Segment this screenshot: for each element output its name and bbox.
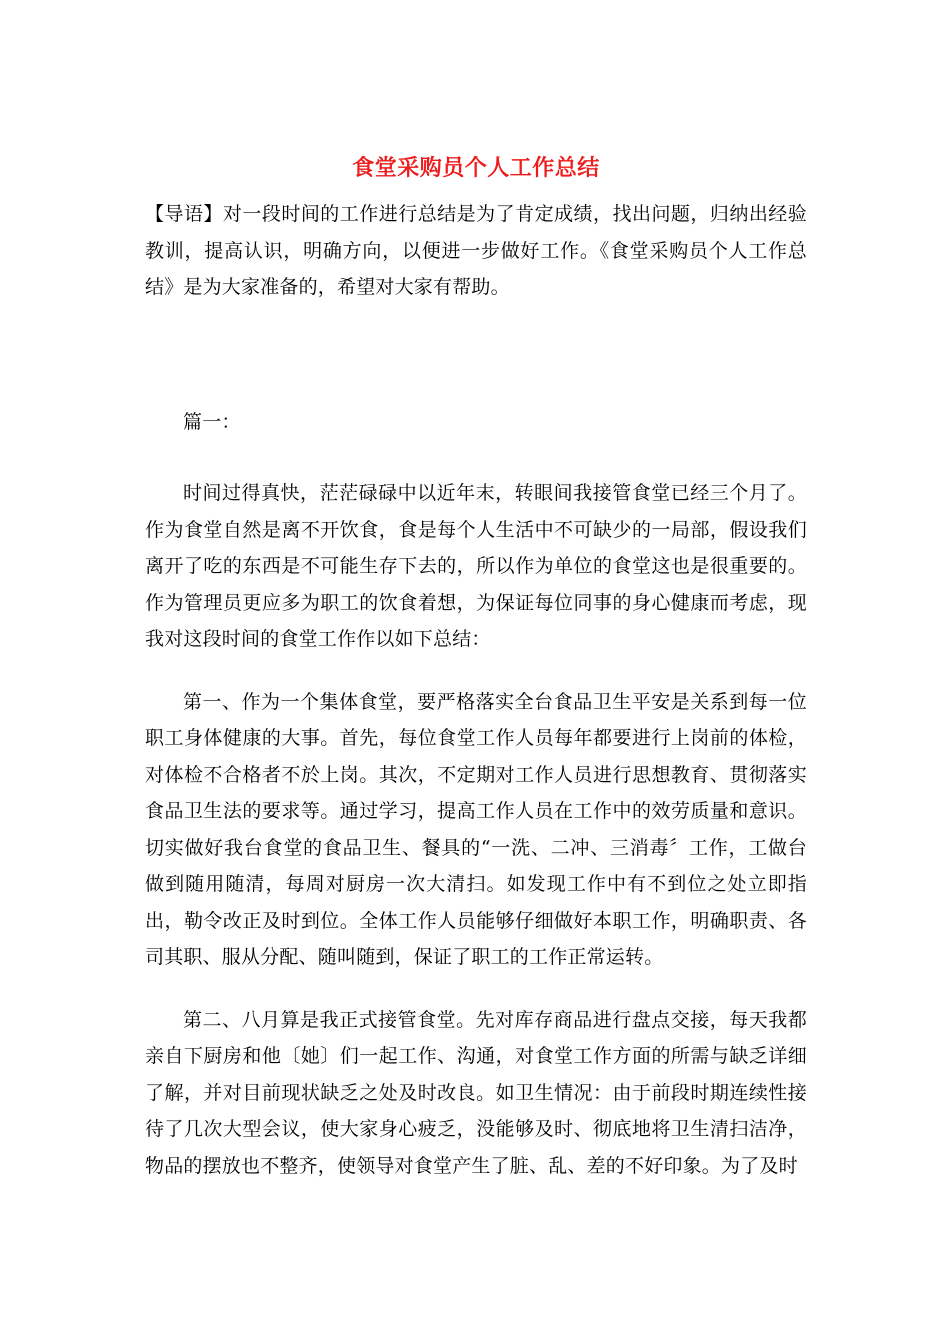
section-heading: 篇一： <box>183 410 241 433</box>
spacer <box>145 440 807 475</box>
spacer <box>145 658 807 684</box>
body-paragraph-2: 第一、作为一个集体食堂，要严格落实全台食品卫生平安是关系到每一位职工身体健康的大事。首先，每位食堂工作人员每年都要进行上岗前的体检，对体检不合格者不於上岗。其次，不定期对工作人员进行思想教育、贯彻落实食品卫生法的要求等。通过学习，提高工作人员在工作中的效劳质量和意识。切实做好我台食堂的食品卫生、餐具的“一洗、二冲、三消毒〞工作，工做台做到随用随清，每周对厨房一次大清扫。如发现工作中有不到位之处立即指出，勒令改正及时到位。全体工作人员能够仔细做好本职工作，明确职责、各司其职、服从分配、随叫随到，保证了职工的工作正常运转。 <box>145 690 807 968</box>
spacer <box>145 976 807 1002</box>
document-title: 食堂采购员个人工作总结 <box>352 155 600 181</box>
spacer <box>145 306 807 404</box>
intro-paragraph: 【导语】对一段时间的工作进行总结是为了肯定成绩，找出问题，归纳出经验教训，提高认识，明确方向，以便进一步做好工作。《食堂采购员个人工作总结》是为大家准备的，希望对大家有帮助。 <box>145 203 807 298</box>
body-paragraph-3: 第二、八月算是我正式接管食堂。先对库存商品进行盘点交接，每天我都亲自下厨房和他〔她〕们一起工作、沟通，对食堂工作方面的所需与缺乏详细了解，并对目前现状缺乏之处及时改良。如卫生情况：由于前段时期连续性接待了几次大型会议，使大家身心疲乏，没能够及时、彻底地将卫生清扫洁净，物品的摆放也不整齐，使领导对食堂产生了脏、乱、差的不好印象。为了及时 <box>145 1008 807 1177</box>
body-paragraph-1: 时间过得真快，茫茫碌碌中以近年末，转眼间我接管食堂已经三个月了。作为食堂自然是离不开饮食，食是每个人生活中不可缺少的一局部，假设我们离开了吃的东西是不可能生存下去的，所以作为单位的食堂这也是很重要的。作为管理员更应多为职工的饮食着想，为保证每位同事的身心健康而考虑，现我对这段时间的食堂工作作以如下总结： <box>145 482 807 650</box>
document-body <box>145 140 807 1184</box>
